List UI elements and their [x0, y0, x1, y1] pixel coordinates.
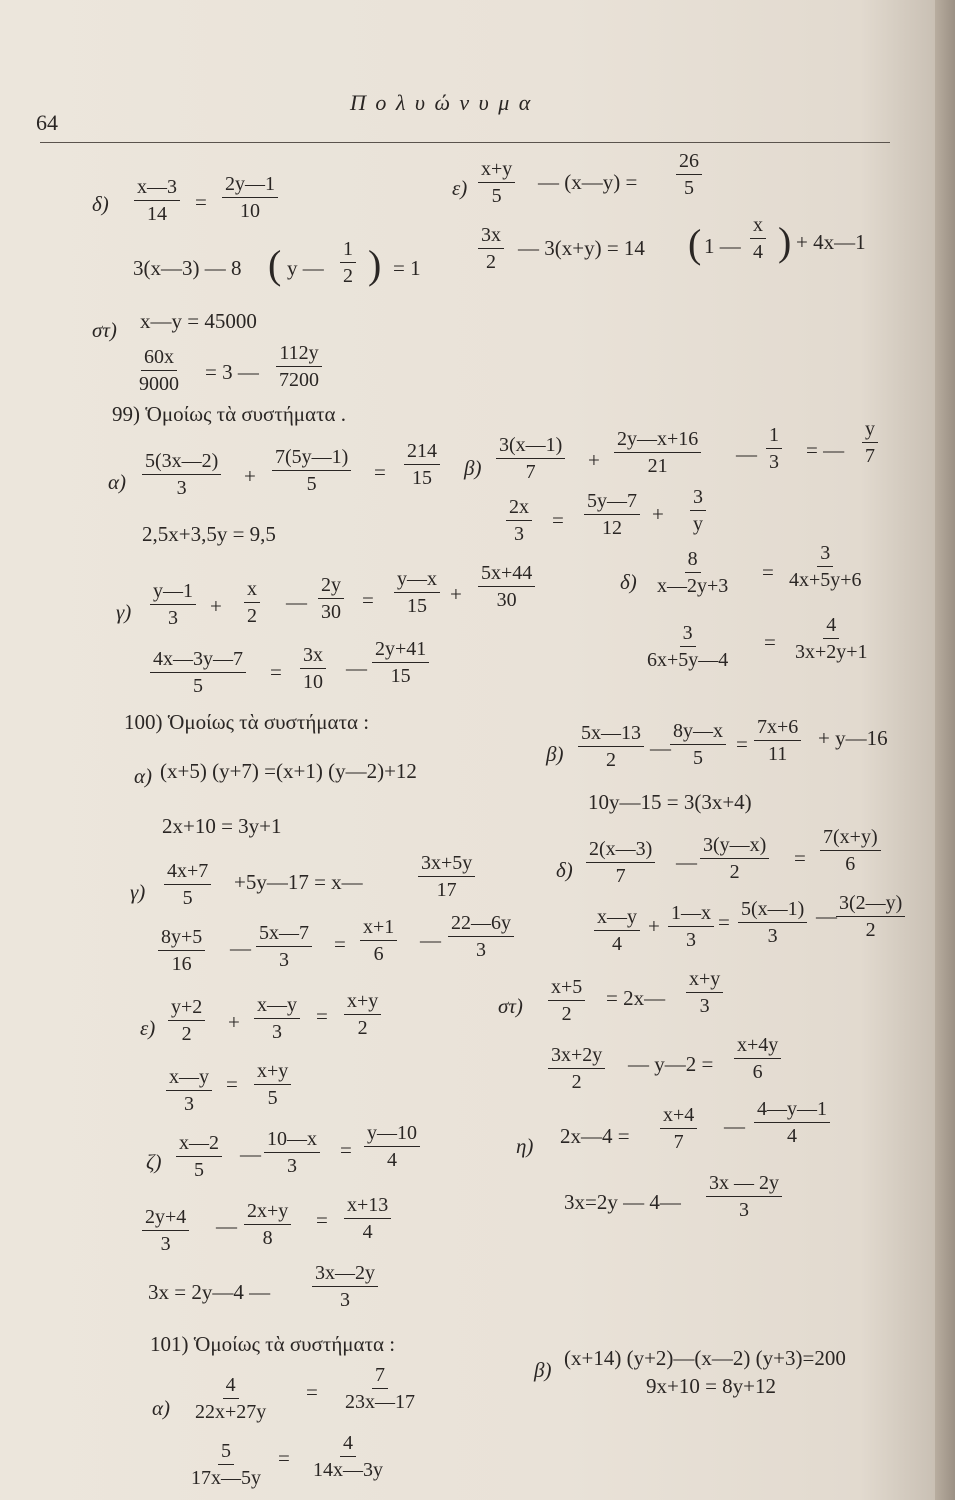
fraction: $\frac{5x—7}{3}$ [256, 922, 312, 971]
equals: = [195, 190, 207, 214]
equation-text: +5y—17 = x— [234, 870, 363, 894]
fraction: $\frac{x—3}{14}$ [134, 176, 180, 225]
fraction: $\frac{x+13}{4}$ [344, 1194, 391, 1243]
fraction: $\frac{2y}{30}$ [318, 574, 344, 623]
equals: = [278, 1446, 290, 1470]
fraction: $\frac{22—6y}{3}$ [448, 912, 514, 961]
equation-text: + 4x—1 [796, 230, 866, 254]
operator: — [286, 590, 307, 614]
fraction: $\frac{3x—2y}{3}$ [312, 1262, 378, 1311]
fraction: $\frac{x+4y}{6}$ [734, 1034, 781, 1083]
operator: + [210, 594, 222, 618]
paren: ( [268, 242, 282, 287]
fraction: $\frac{214}{15}$ [404, 440, 440, 489]
fraction: $\frac{y—10}{4}$ [364, 1122, 420, 1171]
equation-text: 9x+10 = 8y+12 [646, 1374, 777, 1398]
fraction: $\frac{x+5}{2}$ [548, 976, 585, 1025]
label: β) [464, 456, 482, 480]
fraction: $\frac{y}{7}$ [862, 418, 878, 467]
fraction: $\frac{3x}{10}$ [300, 644, 326, 693]
equation-text: 3x=2y — 4— [564, 1190, 681, 1214]
fraction: $\frac{3(x—1)}{7}$ [496, 434, 565, 483]
fraction: $\frac{5y—7}{12}$ [584, 490, 640, 539]
label: δ) [620, 570, 637, 594]
fraction: $\frac{8y—x}{5}$ [670, 720, 726, 769]
fraction: $\frac{3x}{2}$ [478, 224, 504, 273]
equals: = [340, 1138, 352, 1162]
equals: = [718, 910, 730, 934]
operator: — [230, 936, 251, 960]
equation-text: 2,5x+3,5y = 9,5 [142, 522, 276, 546]
equals: = [270, 660, 282, 684]
fraction: $\frac{4}{14x—3y}$ [313, 1432, 383, 1481]
operator: + [588, 448, 600, 472]
paren: ) [368, 242, 382, 287]
exercise-heading: 101) Ὁμοίως τὰ συστήματα : [150, 1332, 396, 1356]
label: γ) [116, 600, 132, 624]
fraction: $\frac{x+y}{5}$ [254, 1060, 291, 1109]
label: β) [546, 742, 564, 766]
label: ε) [452, 176, 468, 200]
equals: = — [806, 438, 845, 462]
fraction: $\frac{1}{2}$ [340, 238, 356, 287]
equals: = [764, 630, 776, 654]
operator: — [724, 1114, 745, 1138]
fraction: $\frac{3}{4x+5y+6}$ [789, 542, 862, 591]
fraction: $\frac{5x+44}{30}$ [478, 562, 535, 611]
fraction: $\frac{5(3x—2)}{3}$ [142, 450, 221, 499]
fraction: $\frac{2y—x+16}{21}$ [614, 428, 701, 477]
label: η) [516, 1134, 534, 1158]
fraction: $\frac{2y—1}{10}$ [222, 173, 278, 222]
paren: ) [778, 219, 792, 264]
label: ζ) [146, 1150, 162, 1174]
label: β) [534, 1358, 552, 1382]
equals: = [316, 1208, 328, 1232]
label: α) [108, 470, 127, 494]
equals: = [762, 560, 774, 584]
fraction: $\frac{3x — 2y}{3}$ [706, 1172, 782, 1221]
equals: = [736, 732, 748, 756]
fraction: $\frac{y—1}{3}$ [150, 580, 196, 629]
equation-text: 2x—4 = [560, 1124, 630, 1148]
equation-text: 10y—15 = 3(3x+4) [588, 790, 752, 814]
fraction: $\frac{3x+5y}{17}$ [418, 852, 475, 901]
fraction: $\frac{4—y—1}{4}$ [754, 1098, 830, 1147]
equals: = [362, 588, 374, 612]
fraction: $\frac{1}{3}$ [766, 424, 782, 473]
running-title: Π ο λ υ ώ ν υ μ α [350, 90, 533, 115]
operator: — [736, 442, 757, 466]
fraction: $\frac{5}{17x—5y}$ [191, 1440, 261, 1489]
fraction: $\frac{5x—13}{2}$ [578, 722, 644, 771]
operator: — [420, 928, 441, 952]
equation-text: 1 — [704, 234, 741, 258]
fraction: $\frac{60x}{9000}$ [139, 346, 179, 395]
fraction: $\frac{7}{23x—17}$ [345, 1364, 415, 1413]
fraction: $\frac{10—x}{3}$ [264, 1128, 320, 1177]
equation-text: = 3 — [205, 360, 259, 384]
header-rule [40, 142, 890, 143]
label: στ) [92, 318, 117, 342]
operator: — [216, 1214, 237, 1238]
equals: = [226, 1072, 238, 1096]
fraction: $\frac{2y+41}{15}$ [372, 638, 429, 687]
fraction: $\frac{x—y}{3}$ [254, 994, 300, 1043]
equation-text: (x+14) (y+2)—(x—2) (y+3)=200 [564, 1346, 846, 1370]
fraction: $\frac{3}{6x+5y—4}$ [647, 622, 729, 671]
operator: — [650, 736, 671, 760]
equation-text: 3(x—3) — 8 [133, 256, 242, 280]
equals: = [552, 508, 564, 532]
fraction: $\frac{4}{3x+2y+1}$ [795, 614, 868, 663]
page-edge [935, 0, 955, 1500]
equation-text: x—y = 45000 [140, 309, 257, 333]
fraction: $\frac{y—x}{15}$ [394, 568, 440, 617]
fraction: $\frac{26}{5}$ [676, 150, 702, 199]
fraction: $\frac{x}{4}$ [750, 214, 766, 263]
equals: = [316, 1004, 328, 1028]
fraction: $\frac{x+y}{2}$ [344, 990, 381, 1039]
fraction: $\frac{4x—3y—7}{5}$ [150, 648, 246, 697]
equals: = [794, 846, 806, 870]
equals: = [306, 1380, 318, 1404]
exercise-heading: 100) Ὁμοίως τὰ συστήματα : [124, 710, 370, 734]
fraction: $\frac{3}{y}$ [690, 486, 706, 535]
equation-text: 2x+10 = 3y+1 [162, 814, 282, 838]
fraction: $\frac{x+4}{7}$ [660, 1104, 697, 1153]
equation-text: — y—2 = [628, 1052, 714, 1076]
label: α) [152, 1396, 171, 1420]
fraction: $\frac{3x+2y}{2}$ [548, 1044, 605, 1093]
operator: + [450, 582, 462, 606]
paren: ( [688, 221, 702, 266]
operator: + [228, 1010, 240, 1034]
fraction: $\frac{1—x}{3}$ [668, 902, 714, 951]
label: δ) [556, 858, 573, 882]
equation-text: — 3(x+y) = 14 [518, 236, 645, 260]
label: δ) [92, 192, 109, 216]
equation-text: + y—16 [818, 726, 888, 750]
fraction: $\frac{2x+y}{8}$ [244, 1200, 291, 1249]
fraction: $\frac{3(2—y)}{2}$ [836, 892, 905, 941]
fraction: $\frac{x}{2}$ [244, 578, 260, 627]
label: ε) [140, 1016, 156, 1040]
fraction: $\frac{2x}{3}$ [506, 496, 532, 545]
fraction: $\frac{2(x—3)}{7}$ [586, 838, 655, 887]
equation-text: = 2x— [606, 986, 666, 1010]
fraction: $\frac{2y+4}{3}$ [142, 1206, 189, 1255]
fraction: $\frac{7(x+y)}{6}$ [820, 826, 881, 875]
fraction: $\frac{x+y}{3}$ [686, 968, 723, 1017]
fraction: $\frac{8}{x—2y+3}$ [657, 548, 729, 597]
fraction: $\frac{x+1}{6}$ [360, 916, 397, 965]
exercise-heading: 99) Ὁμοίως τὰ συστήματα . [112, 402, 347, 426]
equation-text: (x+5) (y+7) =(x+1) (y—2)+12 [160, 759, 417, 783]
fraction: $\frac{112y}{7200}$ [276, 342, 322, 391]
fraction: $\frac{4x+7}{5}$ [164, 860, 211, 909]
fraction: $\frac{5(x—1)}{3}$ [738, 898, 807, 947]
fraction: $\frac{x+y}{5}$ [478, 158, 515, 207]
label: γ) [130, 880, 146, 904]
operator: — [676, 850, 697, 874]
fraction: $\frac{7(5y—1)}{5}$ [272, 446, 351, 495]
equation-text: y — [287, 256, 324, 280]
operator: + [244, 464, 256, 488]
fraction: $\frac{8y+5}{16}$ [158, 926, 205, 975]
operator: + [652, 502, 664, 526]
fraction: $\frac{y+2}{2}$ [168, 996, 205, 1045]
label: α) [134, 764, 153, 788]
operator: — [240, 1142, 261, 1166]
fraction: $\frac{7x+6}{11}$ [754, 716, 801, 765]
equals: = [334, 932, 346, 956]
operator: + [648, 914, 660, 938]
equation-text: 3x = 2y—4 — [148, 1280, 271, 1304]
fraction: $\frac{4}{22x+27y}$ [195, 1374, 267, 1423]
label: στ) [498, 994, 523, 1018]
fraction: $\frac{3(y—x)}{2}$ [700, 834, 769, 883]
operator: — [816, 904, 837, 928]
fraction: $\frac{x—y}{3}$ [166, 1066, 212, 1115]
fraction: $\frac{x—y}{4}$ [594, 906, 640, 955]
page-number: 64 [36, 110, 58, 135]
equation-text: = 1 [393, 256, 421, 280]
operator: — [346, 656, 367, 680]
equation-text: — (x—y) = [538, 170, 638, 194]
fraction: $\frac{x—2}{5}$ [176, 1132, 222, 1181]
equals: = [374, 460, 386, 484]
